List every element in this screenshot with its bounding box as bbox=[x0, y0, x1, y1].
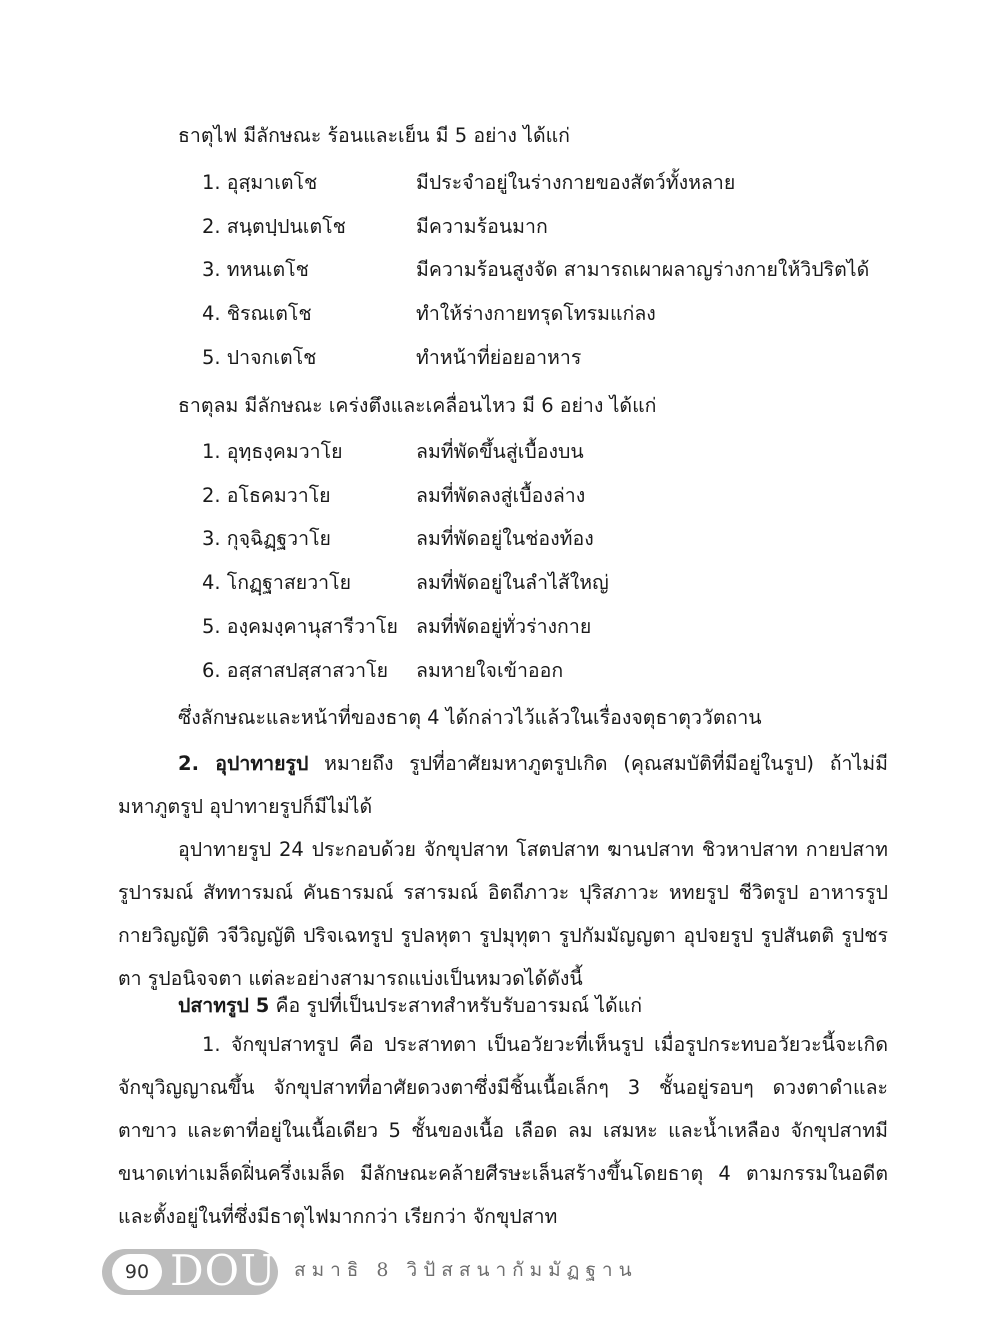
summary-line: ซึ่งลักษณะและหน้าที่ของธาตุ 4 ได้กล่าวไว้แล้วในเรื่องจตุธาตุววัตถาน bbox=[178, 706, 762, 729]
pasada-label: ปสาทรูป 5 bbox=[178, 994, 270, 1017]
wind-item-3-desc: ลมที่พัดอยู่ในช่องท้อง bbox=[416, 527, 594, 550]
wind-item-4-desc: ลมที่พัดอยู่ในลำไส้ใหญ่ bbox=[416, 571, 609, 594]
upadaya-paragraph bbox=[118, 742, 888, 828]
fire-item-1-term: 1. อุสฺมาเตโช bbox=[202, 171, 318, 194]
page-number: 90 bbox=[112, 1254, 162, 1290]
upadaya24-paragraph: อุปาทายรูป 24 ประกอบด้วย จักขุปสาท โสตปสาท ฆานปสาท ชิวหาปสาท กายปสาท รูปารมณ์ สัททารมณ์ คันธารมณ์ รสารมณ์ อิตถีภาวะ ปุริสภาวะ หทยรูป ชีวิตรูป อาหารรูป กายวิญญัติ วจีวิญญัติ ปริจเฉทรูป รูปลหุตา รูปมุทุตา รูปกัมมัญญตา อุปจยรูป รูปสันตติ รูปชรตา รูปอนิจจตา แต่ละอย่างสามารถแบ่งเป็นหมวดได้ดังนี้ bbox=[118, 838, 888, 990]
wind-item-1-desc: ลมที่พัดขึ้นสู่เบื้องบน bbox=[416, 440, 584, 463]
wind-item-2-term: 2. อโธคมวาโย bbox=[202, 484, 331, 507]
pasada-text: คือ รูปที่เป็นประสาทสำหรับรับอารมณ์ ได้แก่ bbox=[269, 994, 643, 1017]
fire-item-5-desc: ทำหน้าที่ย่อยอาหาร bbox=[416, 346, 582, 369]
wind-item-2-desc: ลมที่พัดลงสู่เบื้องล่าง bbox=[416, 484, 586, 507]
wind-item-4-term: 4. โกฏฺฐาสยวาโย bbox=[202, 571, 352, 594]
fire-item-3-desc: มีความร้อนสูงจัด สามารถเผาผลาญร่างกายให้วิปริตได้ bbox=[416, 258, 870, 281]
upadaya-label: 2. อุปาทายรูป bbox=[178, 752, 309, 775]
wind-item-3-term: 3. กุจฺฉิฏฺฐวาโย bbox=[202, 527, 331, 550]
fire-item-1-desc: มีประจำอยู่ในร่างกายของสัตว์ทั้งหลาย bbox=[416, 171, 736, 194]
wind-item-6-desc: ลมหายใจเข้าออก bbox=[416, 659, 564, 682]
fire-item-4-term: 4. ชิรณเตโช bbox=[202, 302, 312, 325]
course-title: สมาธิ 8 วิปัสสนากัมมัฏฐาน bbox=[294, 1259, 638, 1281]
wind-element-heading: ธาตุลม มีลักษณะ เคร่งตึงและเคลื่อนไหว มี 6 อย่าง ได้แก่ bbox=[178, 394, 657, 417]
wind-item-6-term: 6. อสฺสาสปสฺสาสวาโย bbox=[202, 659, 389, 682]
fire-item-3-term: 3. ทหนเตโช bbox=[202, 258, 309, 281]
brand-logo-text: DOU bbox=[170, 1246, 277, 1295]
eye-sensitivity-paragraph: 1. จักขุปสาทรูป คือ ประสาทตา เป็นอวัยวะที่เห็นรูป เมื่อรูปกระทบอวัยวะนี้จะเกิดจักขุวิญญาณขึ้น จักขุปสาทที่อาศัยดวงตาซึ่งมีชิ้นเนื้อเล็กๆ 3 ชั้นอยู่รอบๆ ดวงตาดำและตาขาว และตาที่อยู่ในเนื้อเดียว 5 ชั้นของเนื้อ เลือด ลม เสมหะ และน้ำเหลือง จักขุปสาทมีขนาดเท่าเมล็ดฝิ่นครึ่งเมล็ด มีลักษณะคล้ายศีรษะเล็นสร้างขึ้นโดยธาตุ 4 ตามกรรมในอดีต และตั้งอยู่ในที่ซึ่งมีธาตุไฟมากกว่า เรียกว่า จักขุปสาท bbox=[118, 1033, 888, 1228]
fire-item-5-term: 5. ปาจกเตโช bbox=[202, 346, 317, 369]
fire-item-2-term: 2. สนฺตปฺปนเตโช bbox=[202, 215, 346, 238]
upadaya-text: หมายถึง รูปที่อาศัยมหาภูตรูปเกิด (คุณสมบัติที่มีอยู่ในรูป) ถ้าไม่มีมหาภูตรูป อุปาทายรูปก็มีไม่ได้ bbox=[118, 752, 888, 818]
fire-item-4-desc: ทำให้ร่างกายทรุดโทรมแก่ลง bbox=[416, 302, 656, 325]
fire-item-2-desc: มีความร้อนมาก bbox=[416, 215, 548, 238]
pasada-paragraph bbox=[178, 991, 642, 1021]
fire-element-heading: ธาตุไฟ มีลักษณะ ร้อนและเย็น มี 5 อย่าง ได้แก่ bbox=[178, 124, 570, 147]
wind-item-1-term: 1. อุทฺธงฺคมวาโย bbox=[202, 440, 343, 463]
wind-item-5-term: 5. องฺคมงฺคานุสารีวาโย bbox=[202, 615, 398, 638]
wind-item-5-desc: ลมที่พัดอยู่ทั่วร่างกาย bbox=[416, 615, 592, 638]
